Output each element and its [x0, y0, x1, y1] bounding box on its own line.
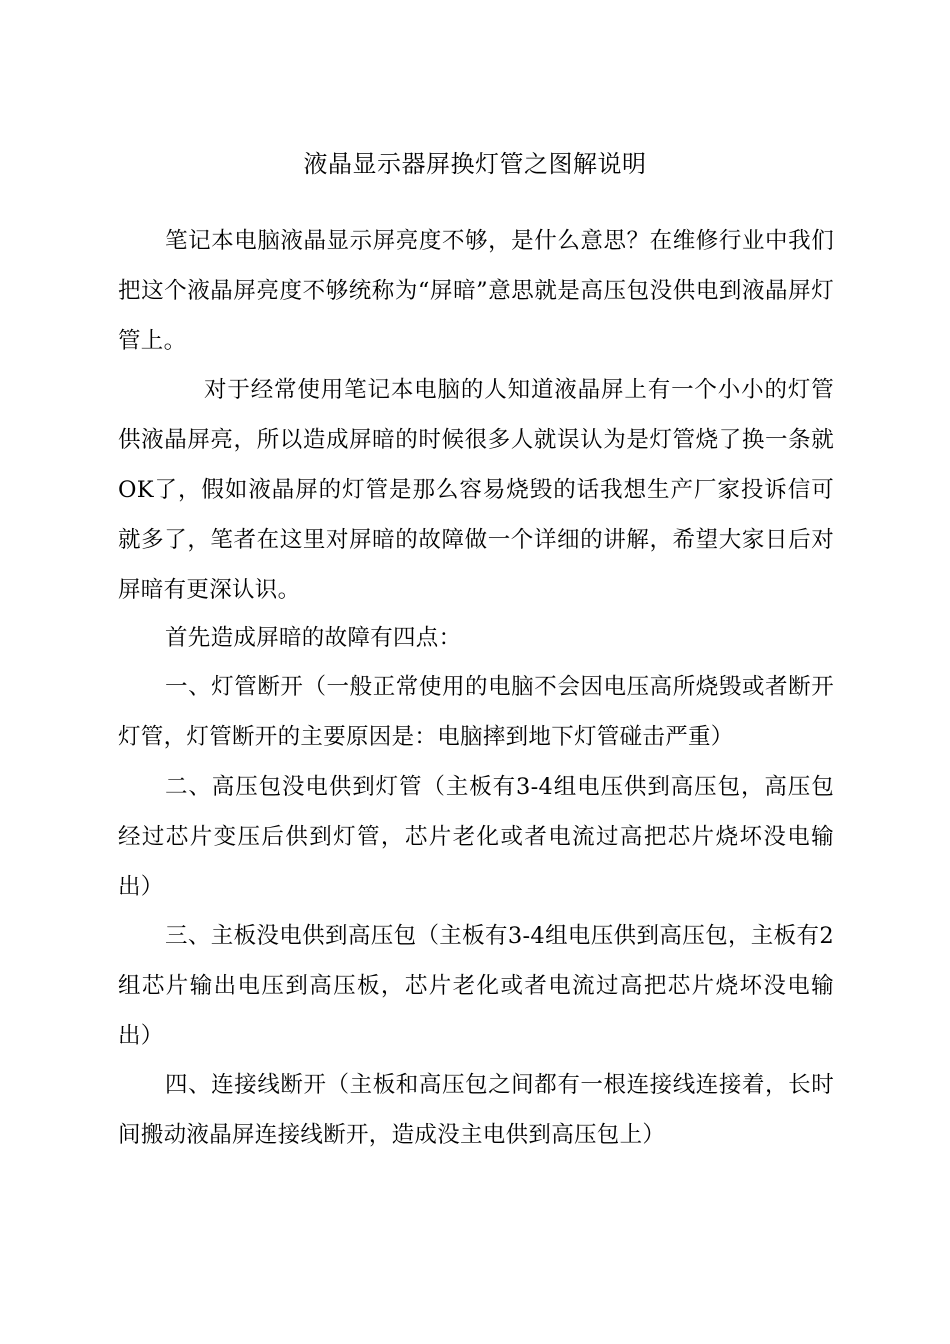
- paragraph-intro: 笔记本电脑液晶显示屏亮度不够，是什么意思？在维修行业中我们把这个液晶屏亮度不够统称为“屏暗”意思就是高压包没供电到液晶屏灯管上。: [118, 228, 834, 354]
- document-title: 液晶显示器屏换灯管之图解说明: [303, 150, 647, 178]
- paragraph-cause-1: 一、灯管断开（一般正常使用的电脑不会因电压高所烧毁或者断开灯管，灯管断开的主要原因是：电脑摔到地下灯管碰击严重）: [118, 674, 834, 750]
- paragraph-cause-4: 四、连接线断开（主板和高压包之间都有一根连接线连接着，长时间搬动液晶屏连接线断开，造成没主电供到高压包上）: [118, 1072, 834, 1148]
- paragraph-cause-2: 二、高压包没电供到灯管（主板有3-4组电压供到高压包，高压包经过芯片变压后供到灯管，芯片老化或者电流过高把芯片烧坏没电输出）: [118, 774, 834, 900]
- paragraph-cause-3: 三、主板没电供到高压包（主板有3-4组电压供到高压包，主板有2组芯片输出电压到高压板，芯片老化或者电流过高把芯片烧坏没电输出）: [118, 923, 834, 1049]
- paragraph-background: 对于经常使用笔记本电脑的人知道液晶屏上有一个小小的灯管供液晶屏亮，所以造成屏暗的时候很多人就误认为是灯管烧了换一条就OK了，假如液晶屏的灯管是那么容易烧毁的话我想生产厂家投诉信可就多了，笔者在这里对屏暗的故障做一个详细的讲解，希望大家日后对屏暗有更深认识。: [118, 377, 834, 603]
- paragraph-causes-heading: 首先造成屏暗的故障有四点：: [165, 625, 462, 651]
